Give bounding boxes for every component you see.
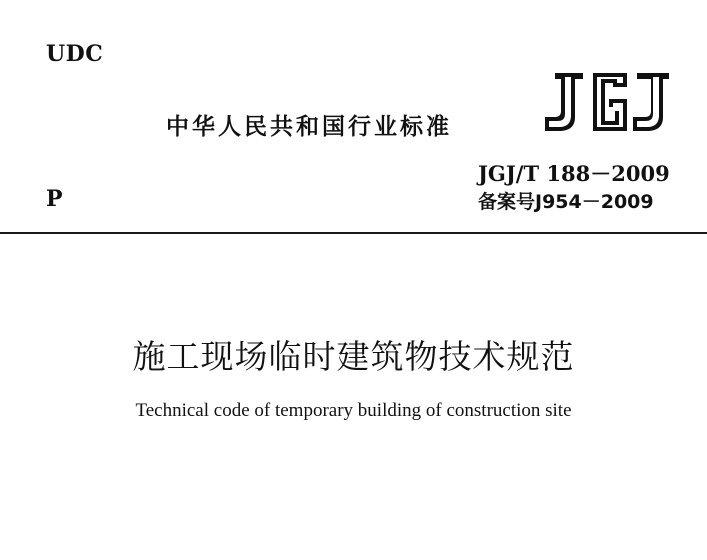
chinese-title: 施工现场临时建筑物技术规范 [132, 337, 575, 376]
header-divider [0, 232, 707, 234]
industry-standard-title: 中华人民共和国行业标准 [166, 114, 452, 140]
classification-letter: P [46, 186, 63, 212]
record-number: 备案号J954－2009 [478, 191, 654, 213]
standard-number: JGJ/T 188－2009 [478, 161, 670, 186]
udc-label: UDC [46, 41, 104, 67]
jgj-logo [541, 71, 673, 133]
english-title: Technical code of temporary building of construction site [135, 400, 572, 421]
